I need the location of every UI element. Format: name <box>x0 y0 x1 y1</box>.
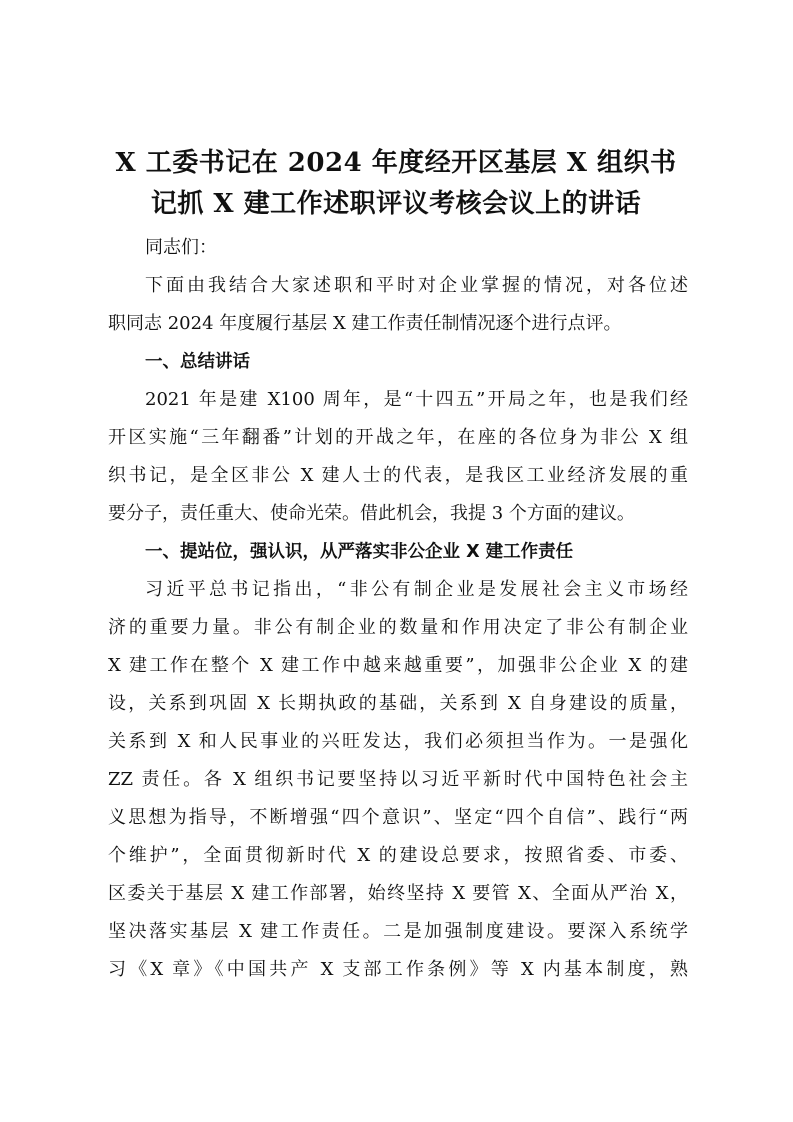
paragraph-line: 义思想为指导，不断增强“四个意识”、坚定“四个自信”、践行“两 <box>108 807 688 828</box>
document-body <box>108 229 688 989</box>
paragraph-line: 坚决落实基层 X 建工作责任。二是加强制度建设。要深入系统学 <box>108 921 688 942</box>
paragraph-line: 关系到 X 和人民事业的兴旺发达，我们必须担当作为。一是强化 <box>108 731 688 752</box>
paragraph-line: 个维护”，全面贯彻新时代 X 的建设总要求，按照省委、市委、 <box>108 845 688 866</box>
paragraph-line: 区委关于基层 X 建工作部署，始终坚持 X 要管 X、全面从严治 X， <box>108 883 688 904</box>
section-heading: 一、总结讲话 <box>145 352 250 372</box>
paragraph-line: 职同志 2024 年度履行基层 X 建工作责任制情况逐个进行点评。 <box>108 313 622 334</box>
paragraph-line: 开区实施“三年翻番”计划的开战之年，在座的各位身为非公 X 组 <box>108 427 688 448</box>
paragraph-line: 习《X 章》《中国共产 X 支部工作条例》等 X 内基本制度，熟 <box>108 959 688 980</box>
paragraph-line: X 建工作在整个 X 建工作中越来越重要”，加强非公企业 X 的建 <box>108 655 688 676</box>
document-title-line-2: 记抓 X 建工作述职评议考核会议上的讲话 <box>150 189 642 219</box>
paragraph-line: 2021 年是建 X100 周年，是“十四五”开局之年，也是我们经 <box>145 389 688 410</box>
paragraph-line: 济的重要力量。非公有制企业的数量和作用决定了非公有制企业 <box>108 617 688 638</box>
paragraph-line: 要分子，责任重大、使命光荣。借此机会，我提 3 个方面的建议。 <box>108 503 635 524</box>
paragraph-line: 下面由我结合大家述职和平时对企业掌握的情况，对各位述 <box>145 275 688 296</box>
paragraph-line: ZZ 责任。各 X 组织书记要坚持以习近平新时代中国特色社会主 <box>108 769 688 790</box>
document-title-line-1: X 工委书记在 2024 年度经开区基层 X 组织书 <box>115 148 677 178</box>
paragraph-line: 设，关系到巩固 X 长期执政的基础，关系到 X 自身建设的质量， <box>108 693 688 714</box>
paragraph-line: 织书记，是全区非公 X 建人士的代表，是我区工业经济发展的重 <box>108 465 688 486</box>
paragraph-line: 习近平总书记指出，“非公有制企业是发展社会主义市场经 <box>145 579 688 600</box>
salutation: 同志们： <box>145 237 217 258</box>
section-heading: 一、提站位，强认识，从严落实非公企业 X 建工作责任 <box>145 542 574 562</box>
